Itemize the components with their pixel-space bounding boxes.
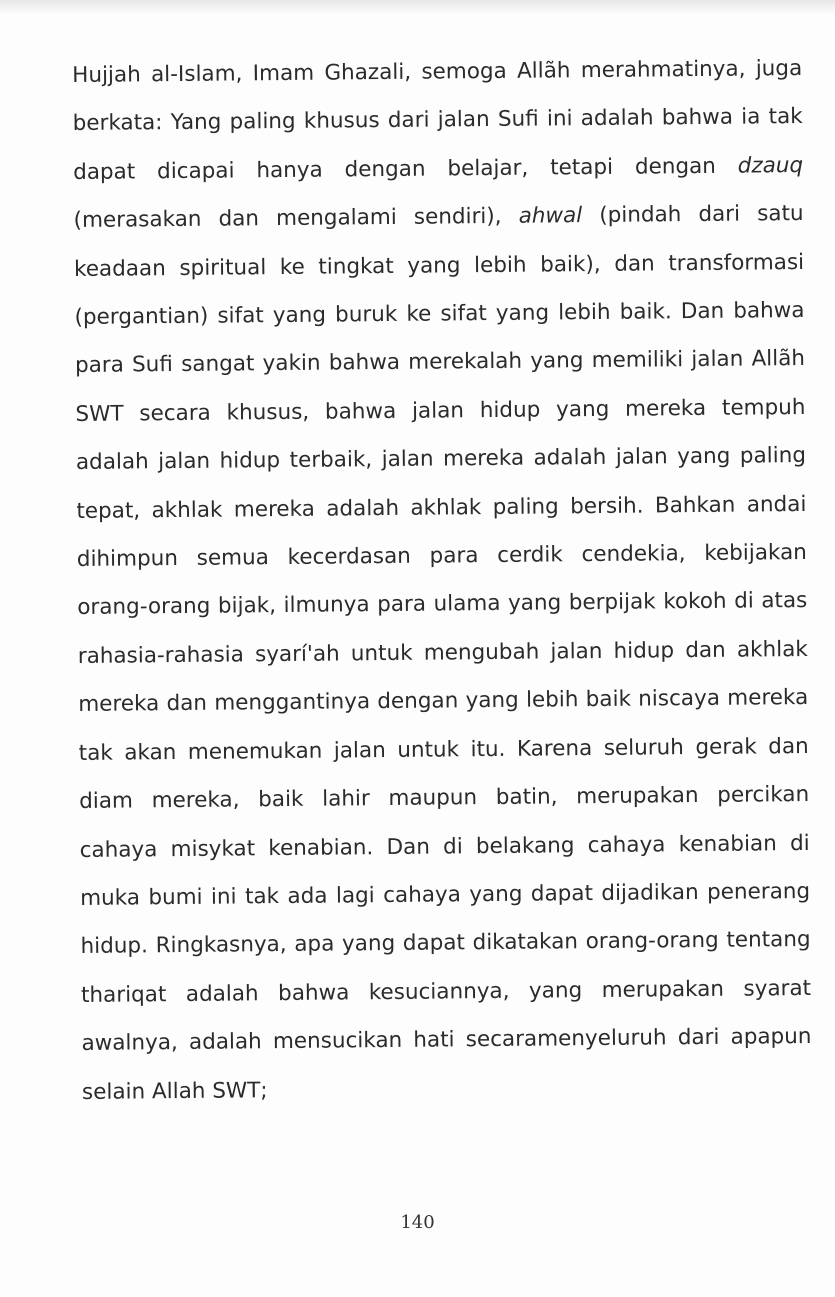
text-segment: (pindah dari satu keadaan spiritual ke tingkat yang lebih baik), dan transformasi (pergantian) sifat yang buruk ke sifat yang lebih baik. Dan bahwa para Sufi sangat yakin bahwa merekalah yang memiliki jalan Allãh SWT secara khusus, bahwa jalan hidup yang mereka tempuh adalah jalan hidup terbaik, jalan mereka adalah jalan yang paling tepat, akhlak mereka adalah akhlak paling bersih. Bahkan andai dihimpun semua kecerdasan para cerdik cendekia, kebijakan orang-orang bijak, ilmunya para ulama yang berpijak kokoh di atas rahasia-rahasia syarí'ah untuk mengubah jalan hidup dan akhlak mereka dan menggantinya dengan yang lebih baik niscaya mereka tak akan menemukan jalan untuk itu. Karena seluruh gerak dan diam mereka, baik lahir maupun batin, merupakan percikan cahaya misykat kenabian. Dan di belakang cahaya kenabian di muka bumi ini tak ada lagi cahaya yang dapat dijadikan penerang hidup. Ringkasnya, apa yang dapat dikatakan orang-orang tentang thariqat adalah bahwa kesuciannya, yang merupakan syarat awalnya, adalah mensucikan hati secaramenyeluruh dari apapun selain Allah SWT; [73, 201, 812, 1105]
text-segment: (merasakan dan mengalami sendiri), [73, 203, 519, 234]
text-segment: Hujjah al-Islam, Imam Ghazali, semoga Allãh merahmatinya, juga berkata: Yang paling khusus dari jalan Sufi ini adalah bahwa ia tak dapat dicapai hanya dengan belajar, tetapi dengan [72, 55, 803, 185]
page-number: 140 [400, 1212, 435, 1233]
italic-term-dzauq: dzauq [737, 152, 804, 179]
body-paragraph [72, 45, 812, 1117]
scan-edge-shadow [0, 0, 835, 14]
italic-term-ahwal: ahwal [518, 203, 583, 229]
